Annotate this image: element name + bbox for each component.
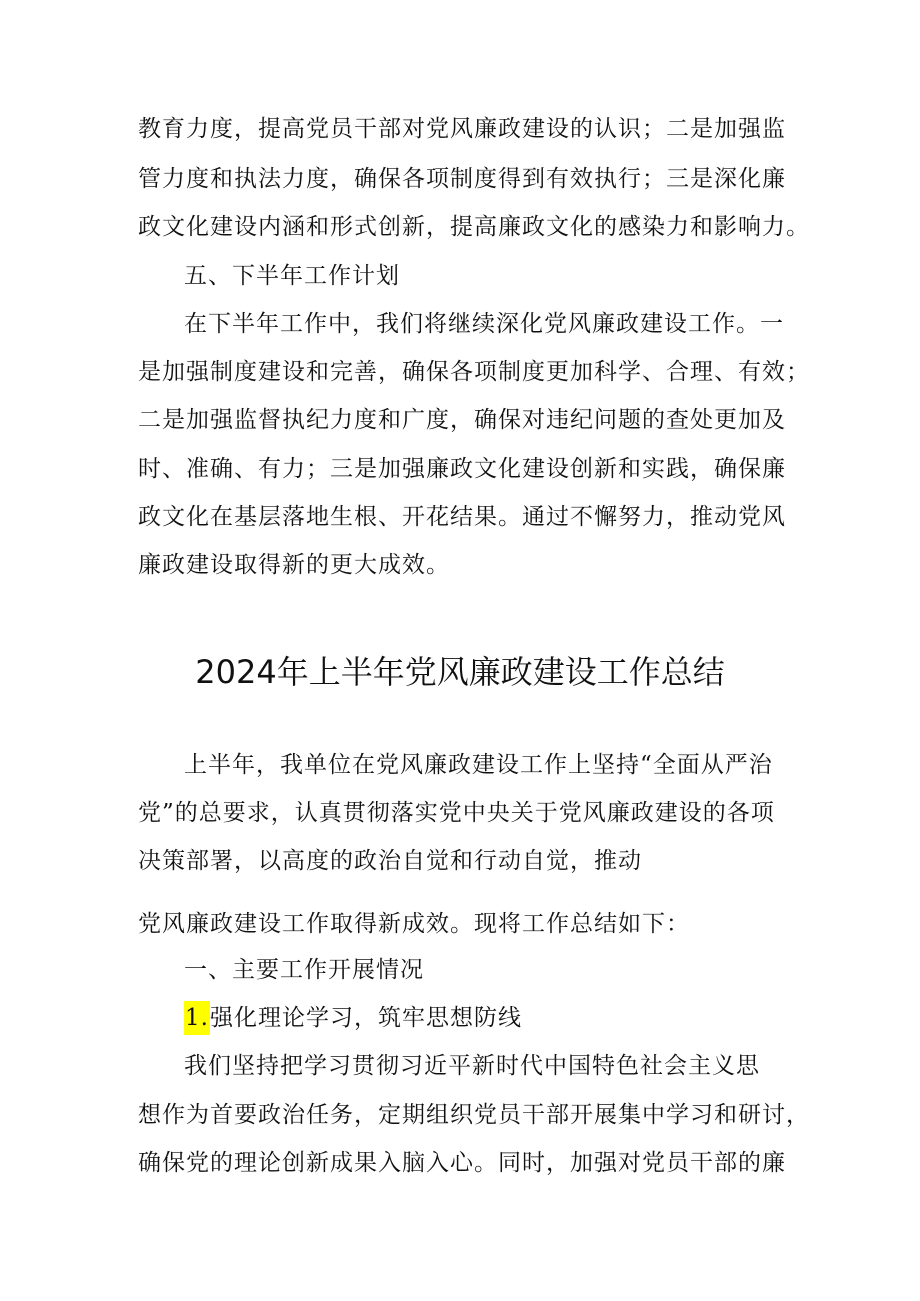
section-heading: 五、下半年工作计划 xyxy=(184,263,400,289)
subsection-title: 强化理论学习，筑牢思想防线 xyxy=(209,1005,522,1031)
paragraph-line: 在下半年工作中，我们将继续深化党风廉政建设工作。一 xyxy=(184,311,784,337)
section-heading: 一、主要工作开展情况 xyxy=(184,957,424,983)
paragraph-line: 党风廉政建设工作取得新成效。现将工作总结如下： xyxy=(138,911,690,937)
paragraph-line: 确保党的理论创新成果入脑入心。同时，加强对党员干部的廉 xyxy=(138,1150,786,1176)
paragraph-line: 决策部署，以高度的政治自觉和行动自觉，推动 xyxy=(138,848,642,874)
paragraph-line: 教育力度，提高党员干部对党风廉政建设的认识；二是加强监 xyxy=(138,116,786,142)
paragraph-line: 廉政建设取得新的更大成效。 xyxy=(138,552,450,578)
subsection-heading xyxy=(184,1003,522,1033)
paragraph-line: 上半年，我单位在党风廉政建设工作上坚持“全面从严治 xyxy=(184,752,773,778)
paragraph-line: 时、准确、有力；三是加强廉政文化建设创新和实践，确保廉 xyxy=(138,456,786,482)
document-title: 2024年上半年党风廉政建设工作总结 xyxy=(195,653,725,691)
paragraph-line: 我们坚持把学习贯彻习近平新时代中国特色社会主义思 xyxy=(184,1053,760,1079)
paragraph-line: 党”的总要求，认真贯彻落实党中央关于党风廉政建设的各项 xyxy=(138,800,775,826)
paragraph-line: 二是加强监督执纪力度和广度，确保对违纪问题的查处更加及 xyxy=(138,407,786,433)
paragraph-line: 是加强制度建设和完善，确保各项制度更加科学、合理、有效； xyxy=(138,359,810,385)
paragraph-line: 政文化在基层落地生根、开花结果。通过不懈努力，推动党风 xyxy=(138,504,786,530)
paragraph-line: 政文化建设内涵和形式创新，提高廉政文化的感染力和影响力。 xyxy=(138,214,810,240)
highlighted-number: 1. xyxy=(184,1001,210,1035)
paragraph-line: 想作为首要政治任务，定期组织党员干部开展集中学习和研讨， xyxy=(138,1102,810,1128)
paragraph-line: 管力度和执法力度，确保各项制度得到有效执行；三是深化廉 xyxy=(138,166,786,192)
